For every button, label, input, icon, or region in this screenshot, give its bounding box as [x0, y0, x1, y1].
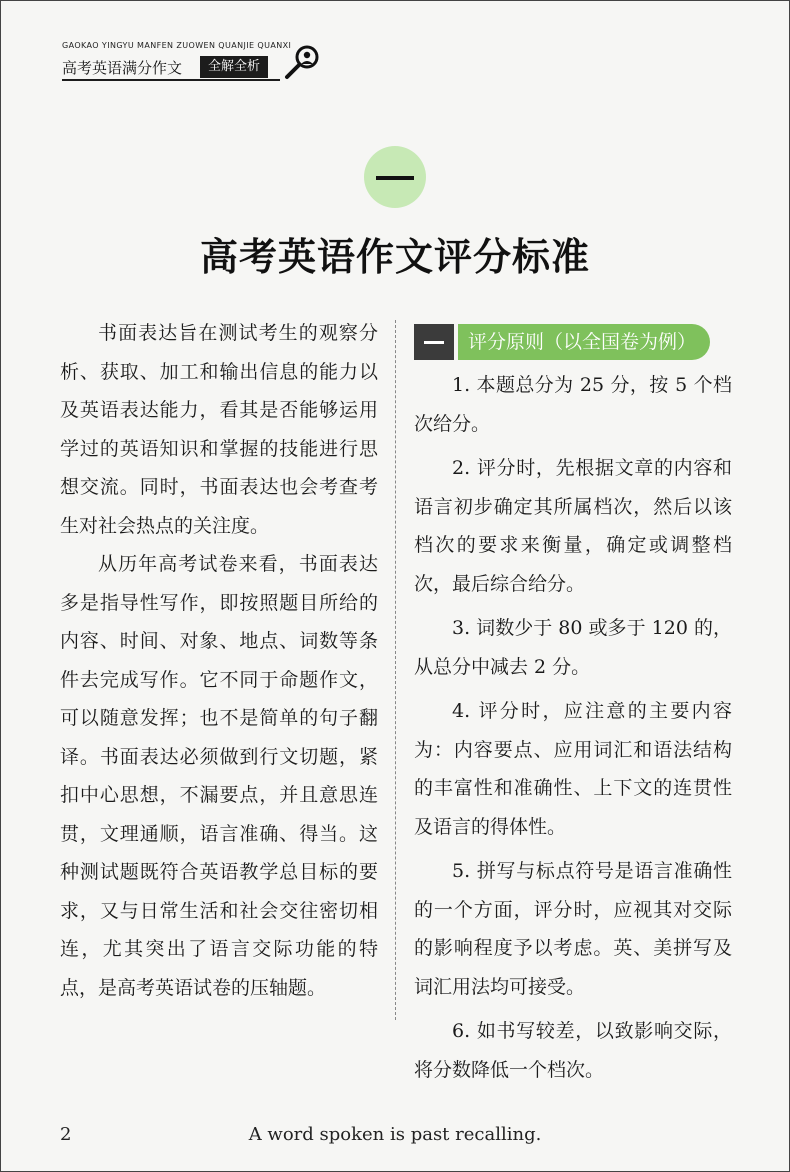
left-column [60, 314, 378, 1007]
paragraph: 书面表达旨在测试考生的观察分析、获取、加工和输出信息的能力以及英语表达能力，看其是否能够运用学过的英语知识和掌握的技能进行思想交流。同时，书面表达也会考查考生对社会热点的关注度。 [60, 322, 378, 537]
chapter-title: 高考英语作文评分标准 [199, 235, 590, 279]
column-divider [395, 320, 396, 1020]
section-heading [414, 324, 732, 360]
page-number: 2 [60, 1124, 72, 1145]
list-item: 2. 评分时，先根据文章的内容和语言初步确定其所属档次，然后以该档次的要求来衡量，确定或调整档次，最后综合给分。 [414, 457, 732, 595]
list-item: 5. 拼写与标点符号是语言准确性的一个方面，评分时，应视其对交际的影响程度予以考虑。英、美拼写及词汇用法均可接受。 [414, 860, 732, 998]
header-badge: 全解全析 [200, 56, 268, 78]
section-number-mark [424, 341, 444, 344]
list-item: 4. 评分时，应注意的主要内容为：内容要点、应用词汇和语法结构的丰富性和准确性、上下文的连贯性及语言的得体性。 [414, 700, 732, 838]
magnifier-person-icon [282, 44, 322, 84]
paragraph: 从历年高考试卷来看，书面表达多是指导性写作，即按照题目所给的内容、时间、对象、地点、词数等条件去完成写作。它不同于命题作文，可以随意发挥；也不是简单的句子翻译。书面表达必须做到行文切题，紧扣中心思想，不漏要点，并且意思连贯，文理通顺，语言准确、得当。这种测试题既符合英语教学总目标的要求，又与日常生活和社会交往密切相连，尤其突出了语言交际功能的特点，是高考英语试卷的压轴题。 [60, 553, 378, 999]
list-item: 3. 词数少于 80 或多于 120 的，从总分中减去 2 分。 [414, 617, 732, 678]
list-item: 1. 本题总分为 25 分，按 5 个档次给分。 [414, 374, 732, 435]
footer-quote: A word spoken is past recalling. [248, 1124, 542, 1145]
chapter-number-mark [376, 176, 414, 180]
header-rule [62, 79, 280, 81]
chapter-number-circle [364, 146, 426, 208]
right-column [414, 366, 732, 1095]
section-number-box [414, 324, 454, 360]
header-book-title: 高考英语满分作文 [62, 59, 183, 77]
section-title: 评分原则（以全国卷为例） [458, 324, 710, 360]
list-item: 6. 如书写较差，以致影响交际，将分数降低一个档次。 [414, 1020, 732, 1081]
header-pinyin: GAOKAO YINGYU MANFEN ZUOWEN QUANJIE QUANXI [62, 41, 292, 50]
